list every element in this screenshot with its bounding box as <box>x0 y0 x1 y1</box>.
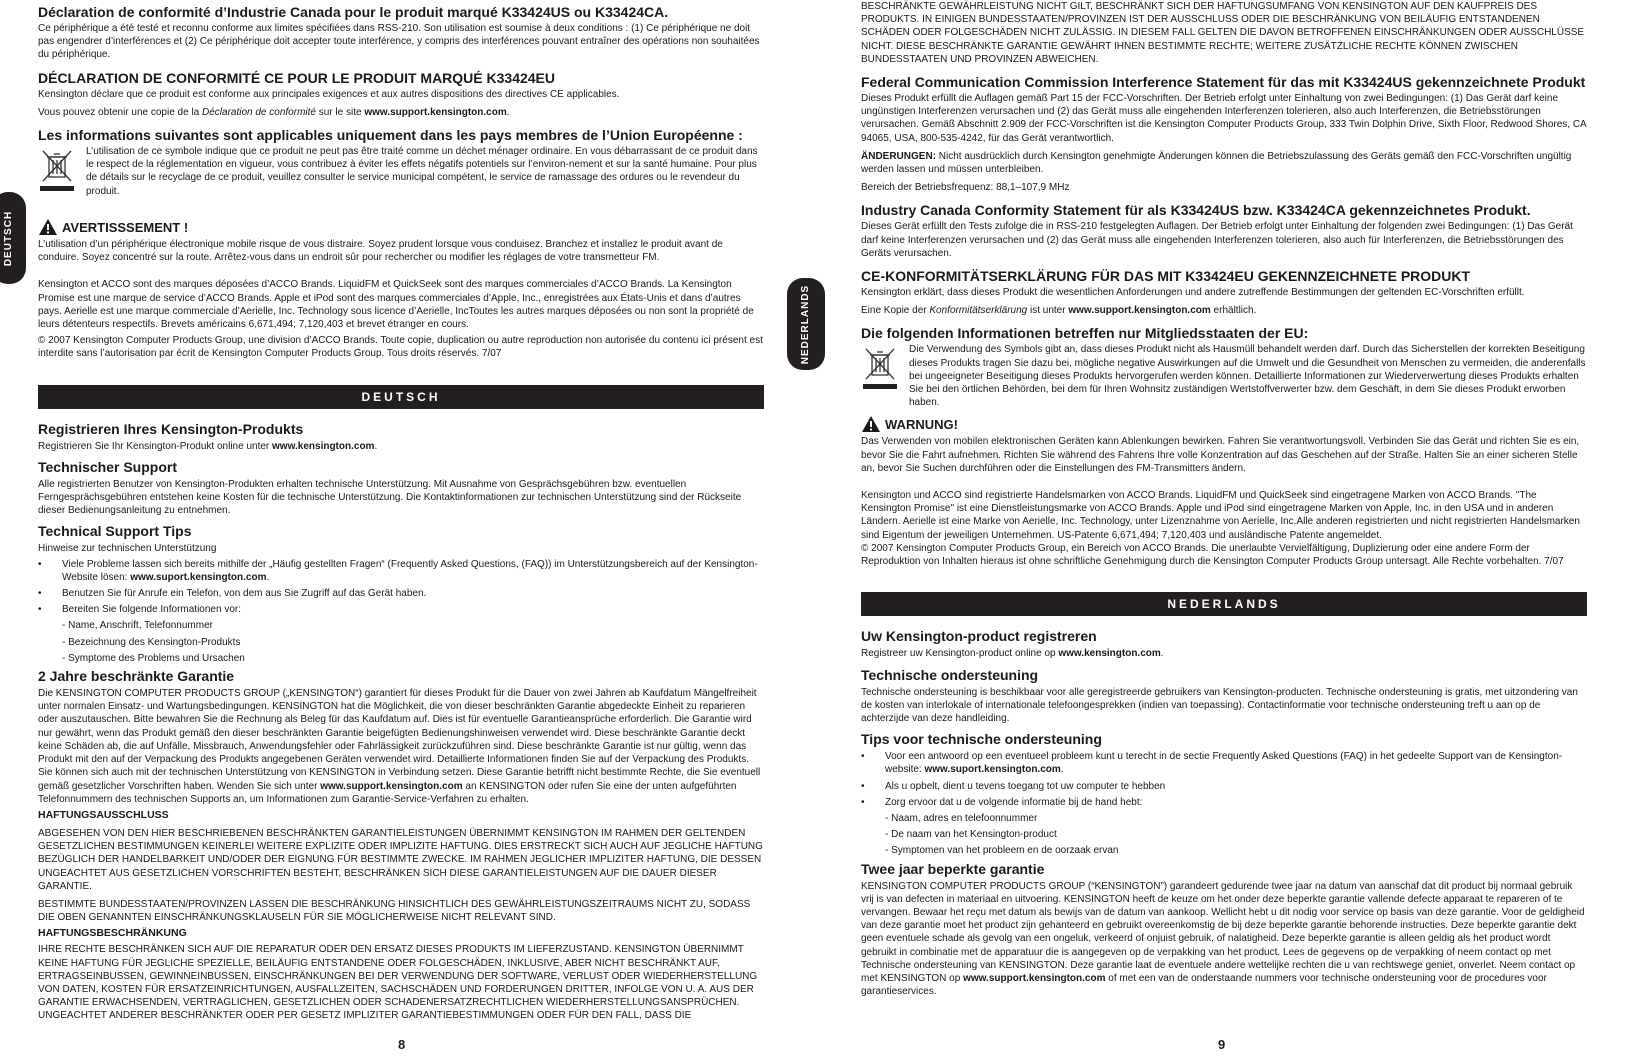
de-copyright: © 2007 Kensington Computer Products Group, ein Bereich von ACCO Brands. Die unerlaubte Vervielfältigung, Duplizierung oder eine andere Form der Reproduktion von Inhalten hieraus ist ohne schriftliche Genehmigung durch die Kensington Computer Products Group untersagt. Alle Rechte vorbehalten. 7/07 <box>861 542 1564 568</box>
section-banner-deutsch: DEUTSCH <box>38 385 764 409</box>
fr-ce-text: Kensington déclare que ce produit est conforme aux principales exigences et aux autres dispositions des directives CE applicables. <box>38 88 620 100</box>
sub-list-item: - Name, Anschrift, Telefonnummer <box>62 620 213 632</box>
nl-support-title: Technische ondersteuning <box>861 666 1039 683</box>
de-weee-block <box>861 343 1587 409</box>
de-tips-title: Technical Support Tips <box>38 523 192 540</box>
de-ic-text: Dieses Gerät erfüllt den Tests zufolge die in RSS-210 festgelegten Auflagen. Der Betrieb erfolgt unter Einhaltung der folgenden zwei Bedingungen: (1) Das Gerät darf keine Interferenzen verursachen und (2) das Gerät muss alle eingehenden Interferenzen tolerieren, also auch für Interferenzen, die Betriebsstörungen des Geräts verursachen. <box>861 221 1573 259</box>
fr-copyright: © 2007 Kensington Computer Products Group, une division d’ACCO Brands. Toute copie, duplication ou autre reproduction non autorisée du contenu ici présent est interdite sans l’autorisation par écrit de Kensington Computer Products Group. Tous droits réservés. 7/07 <box>38 335 763 360</box>
de-warning-heading: WARNUNG! <box>861 415 1587 433</box>
de-limitation-title: HAFTUNGSBESCHRÄNKUNG <box>38 927 187 940</box>
de-warranty-title: 2 Jahre beschränkte Garantie <box>38 668 235 685</box>
fr-eu-title: Les informations suivantes sont applicables uniquement dans les pays membres de l’Union Européenne : <box>38 127 743 144</box>
de-ce-copy: Eine Kopie der Konformitätserklärung ist unter www.support.kensington.com erhältlich. <box>861 305 1257 317</box>
page-number: 8 <box>398 1037 406 1052</box>
nl-tips-list <box>861 750 1587 809</box>
right-column <box>861 0 1587 998</box>
fr-warning-text: L’utilisation d’un périphérique électronique mobile risque de vous distraire. Soyez prudent lorsque vous conduisez. Branchez et installez le produit avant de conduire. Soyez concentré sur la route. Arrêtez-vous dans un endroit sûr pour rechercher ou modifier les réglages de votre transmetteur FM. <box>38 239 723 264</box>
nl-register-title: Uw Kensington-product registreren <box>861 628 1097 645</box>
nl-tips-title: Tips voor technische ondersteuning <box>861 731 1102 748</box>
de-eu-title: Die folgenden Informationen betreffen nur Mitgliedsstaaten der EU: <box>861 325 1309 342</box>
de-tip-link[interactable]: www.suport.kensington.com <box>130 571 267 583</box>
de-tips-list <box>38 558 764 617</box>
de-liability-title: HAFTUNGSAUSSCHLUSS <box>38 808 169 821</box>
nl-register-text: Registreer uw Kensington-product online op www.kensington.com. <box>861 648 1164 660</box>
right-page <box>813 0 1626 1058</box>
de-liability-text1: ABGESEHEN VON DEN HIER BESCHRIEBENEN BESCHRÄNKTEN GARANTIELEISTUNGEN ÜBERNIMMT KENSINGTON IM RAHMEN DER GELTENDEN GESETZLICHEN BESTIMMUNGEN KEINERLEI WEITERE EXPLIZITE ODER IMPLIZITE HAFTUNG. DIES ERSTRECKT SICH AUCH AUF JEGLICHE HAFTUNG BEZÜGLICH DER HANDELBARKEIT UND/ODER DER EIGNUNG FÜR BESTIMMTE ZWECKE. IM RAHMEN JEGLICHER IMPLIZITER HAFTUNG, DIE DESSEN UNGEACHTET AUS GESETZLICHEN VORSCHRIFTEN BESTEHT, BESCHRÄNKEN SICH DIESE GARANTIELEISTUNGEN AUF DIE DAUER DIESER GARANTIE. <box>38 827 763 892</box>
section-banner-nederlands: NEDERLANDS <box>861 592 1587 616</box>
nl-register-link[interactable]: www.kensington.com <box>1058 648 1161 660</box>
page-number: 9 <box>1218 1037 1226 1052</box>
de-register-link[interactable]: www.kensington.com <box>272 440 375 452</box>
crossed-out-bin-icon <box>861 345 899 398</box>
de-trademarks: Kensington und ACCO sind registrierte Handelsmarken von ACCO Brands. LiquidFM und QuickSeek sind eingetragene Marken von ACCO Brands. "The Kensington Promise" ist eine Dienstleistungsmarke von ACCO Brands. Apple und iPod sind eingetragene Marken von Apple, Inc. in den USA und in anderen Ländern. Aerielle ist eine Marke von Aerielle, Inc. Technology, unter Lizenznahme von Aerielle, Inc.Alle anderen registrierten und nicht registrierten Handelsmarken sind Eigentum der jeweiligen Unternehmen. US-Patente 6,671,494; 7,120,403 und ausländische Patente angemeldet. <box>861 490 1580 541</box>
sub-list-item: - Bezeichnung des Kensington-Produkts <box>62 636 241 648</box>
fr-weee-block <box>38 145 764 200</box>
list-item: • Als u opbelt, dient u tevens toegang tot uw computer te hebben <box>861 780 1166 792</box>
de-eu-text: Die Verwendung des Symbols gibt an, dass dieses Produkt nicht als Hausmüll behandelt werden darf. Durch das Sicherstellen der korrekten Beseitigung dieses Produkts tragen Sie dazu bei, mögliche negative Auswirkungen auf die Umwelt und die Gesundheit von Menschen zu vermeiden, die anderenfalls bei ungeeigneter Beseitigung dieses Produkts hervorgerufen werden können. Detaillierte Informationen zur Wiederverwertung dieses Produkts erhalten Sie bei den örtlichen Behörden, bei dem für Ihren Wohnsitz zuständigen Wertstoffverwerter bzw. dem Geschäft, in dem Sie dieses Produkt erworben haben. <box>909 344 1586 409</box>
de-frequency: Bereich der Betriebsfrequenz: 88,1–107,9 MHz <box>861 182 1070 194</box>
side-tab-deutsch: DEUTSCH <box>0 192 26 284</box>
fr-warning-heading: AVERTISSSEMENT ! <box>38 218 764 236</box>
crossed-out-bin-icon <box>38 147 76 200</box>
fr-eu-text: L’utilisation de ce symbole indique que ce produit ne peut pas être traité comme un déchet ménager ordinaire. En vous débarrassant de ce produit dans le respect de la réglementation en vigueur, vous contribuez à éviter les effets négatifs potentiels sur l’environ-nement et sur la santé humaine. Pour plus de détails sur le recyclage de ce produit, veuillez consulter le service municipal compétent, le service de ramassage des ordures ou le revendeur du produit. <box>86 146 758 197</box>
fr-ce-link[interactable]: www.support.kensington.com <box>364 106 507 118</box>
sub-list-item: - De naam van het Kensington-product <box>885 829 1057 841</box>
de-register-title: Registrieren Ihres Kensington-Produkts <box>38 420 304 437</box>
de-warranty-link[interactable]: www.support.kensington.com <box>320 780 463 792</box>
list-item: • Zorg ervoor dat u de volgende informatie bij de hand hebt: <box>861 796 1143 808</box>
nl-warranty-title: Twee jaar beperkte garantie <box>861 860 1045 877</box>
nl-warranty-text: KENSINGTON COMPUTER PRODUCTS GROUP (“KENSINGTON”) garandeert gedurende twee jaar na datum van aanschaf dat dit product bij normaal gebruik vrij is van defecten in materiaal en uitvoering. KENSINGTON heeft de keuze om het onder deze beperkte garantie vallende defecte apparaat te repareren of te vervangen. Bewaar het reçu met datum als bewijs van de datum van aankoop. Wellicht hebt u dit nodig voor service op basis van deze garantie. Voor de geldigheid van deze garantie moet het product zijn gehanteerd en gebruikt overeenkomstig de bij deze beperkte garantie behorende instructies. Deze beperkte garantie dekt geen eventuele schade als gevolg van een ongeluk, verkeerd of onjuist gebruik, of nalatigheid. Deze beperkte garantie is alleen geldig als het product wordt gebruikt in combinatie met de apparatuur die is aangegeven op de verpakking van het product. Lees de gegevens op de verpakking of neem contact op met Technische ondersteuning van KENSINGTON. Deze garantie laat de eventuele andere wettelijke rechten die u van rechtswege geniet, onverlet. Neem contact op met KENSINGTON op www.support.kensington.com of met een van de onderstaande nummers voor technische ondersteuning voor de procedures voor garantieservices. <box>861 880 1585 998</box>
de-fcc-title: Federal Communication Commission Interference Statement für das mit K33424US gekennzeichnete Produkt <box>861 74 1586 91</box>
list-item: • Voor een antwoord op een eventueel probleem kunt u terecht in de sectie Frequently Asked Questions (FAQ) in het gedeelte Support van de Kensington-website: www.suport.kensington.com. <box>861 751 1563 776</box>
de-changes-text: ÄNDERUNGEN: Nicht ausdrücklich durch Kensington genehmigte Änderungen können die Betriebszulassung des Geräts gemäß den FCC-Vorschriften ungültig werden lassen und müssen unterbleiben. <box>861 150 1572 176</box>
fr-ce-title: DÉCLARATION DE CONFORMITÉ CE POUR LE PRODUIT MARQUÉ K33424EU <box>38 69 556 86</box>
fr-ic-title: Déclaration de conformité d’Industrie Canada pour le produit marqué K33424US ou K33424CA. <box>38 4 669 20</box>
nl-support-text: Technische ondersteuning is beschikbaar voor alle geregistreerde gebruikers van Kensington-producten. Technische ondersteuning is gratis, met uitzondering van de kosten van interlokale of internationale telefoongesprekken (indien van toepassing). Contactinformatie voor technische ondersteuning treft u aan op de achterzijde van deze handleiding. <box>861 686 1578 724</box>
list-item: • Bereiten Sie folgende Informationen vor: <box>38 604 241 616</box>
de-warranty-text: Die KENSINGTON COMPUTER PRODUCTS GROUP („KENSINGTON“) garantiert für dieses Produkt für die Dauer von zwei Jahren ab Kaufdatum Mängelfreiheit unter normalen Einsatz- und Wartungsbedingungen. KENSINGTON hat die Möglichkeit, die von dieser beschränkten Garantie abgedeckte Einheit zu reparieren oder auszutauschen. Bitte bewahren Sie die Rechnung als Beleg für das Kaufdatum auf. Dies ist für eventuelle Garantieansprüche erforderlich. Die Garantie wird nur gewährt, wenn das Produkt gemäß den dieser beschränkten Garantie beigefügten Bedienungshinweisen verwendet wird. Diese beschränkte Garantie deckt keine Schäden ab, die auf Unfälle, Missbrauch, Anwendungsfehler oder Fahrlässigkeit zurückzuführen sind. Diese beschränkte Garantie ist nur gültig, wenn das Produkt mit den auf der Verpackung des Produkts angegebenen Geräten verwendet wird. Detaillierte Informationen finden Sie auf der Verpackung des Produkts. Sie können sich auch mit der technischen Unterstützung von KENSINGTON in Verbindung setzen. Diese Garantie betrifft nicht bestimmte Rechte, die Sie eventuell gemäß gesetzlicher Vorschriften haben. Wenden Sie sich unter www.support.kensington.com an KENSINGTON oder rufen Sie eine der unten aufgeführten Telefonnummern des technischen Supports an, um Informationen zum Garantie-Service-Verfahren zu erhalten. <box>38 688 761 805</box>
sub-list-item: - Naam, adres en telefoonnummer <box>885 812 1038 824</box>
de-continued-text: BESCHRÄNKTE GEWÄHRLEISTUNG NICHT GILT, BESCHRÄNKT SICH DER HAFTUNGSUMFANG VON KENSINGTON AUF DEN KAUFPREIS DES PRODUKTS. IN EINIGEN BUNDESSTAATEN/PROVINZEN IST DER AUSSCHLUSS ODER DIE BESCHRÄNKUNG VON BEILÄUFIG ENTSTANDENEN SCHÄDEN ODER FOLGESCHÄDEN NICHT ZULÄSSIG. IN DIESEM FALL GELTEN DIE DAVON BETROFFENEN EINSCHRÄNKUNGEN ODER AUSSCHLÜSSE NICHT. DIESE BESCHRÄNKTE GARANTIE GEWÄHRT IHNEN BESTIMMTE RECHTE; WEITERE ZUSÄTZLICHE RECHTE KÖNNEN ZWISCHEN BUNDESSTAATEN UND PROVINZEN ABWEICHEN. <box>861 1 1585 65</box>
nl-tip-link[interactable]: www.suport.kensington.com <box>924 764 1061 776</box>
de-register-text: Registrieren Sie Ihr Kensington-Produkt online unter www.kensington.com. <box>38 440 378 452</box>
sub-list-item: - Symptome des Problems und Ursachen <box>62 652 245 664</box>
side-tab-nederlands: NEDERLANDS <box>787 278 825 370</box>
de-ce-title: CE-KONFORMITÄTSERKLÄRUNG FÜR DAS MIT K33424EU GEKENNZEICHNETE PRODUKT <box>861 268 1471 285</box>
left-column <box>38 0 764 1023</box>
left-page <box>0 0 812 1058</box>
warning-triangle-icon <box>38 218 58 236</box>
list-item: • Benutzen Sie für Anrufe ein Telefon, von dem aus Sie Zugriff auf das Gerät haben. <box>38 588 427 600</box>
de-support-title: Technischer Support <box>38 458 177 475</box>
de-fcc-text: Dieses Produkt erfüllt die Auflagen gemäß Part 15 der FCC-Vorschriften. Der Betrieb erfolgt unter Einhaltung von zwei Bedingungen: (1) Das Gerät darf keine ungünstigen Interferenzen verursachen und (2) das Gerät muss alle eingehenden Interferenzen tolerieren, also auch Interferenzen, die Betriebsstörungen verursachen. Gemäß Abschnitt 2.909 der FCC-Vorschriften ist die Kensington Computer Products Group, 333 Twin Dolphin Drive, Sixth Floor, Redwood Shores, CA 94065, USA, 800-535-4242, für das Gerät verantwortlich. <box>861 93 1587 144</box>
fr-trademarks: Kensington et ACCO sont des marques déposées d’ACCO Brands. LiquidFM et QuickSeek sont des marques commerciales d’ACCO Brands. La Kensington Promise est une marque de service d’ACCO Brands. Apple et iPod sont des marques commerciales d’Apple, Inc., enregistrées aux États-Unis et dans d’autres pays. Aerielle est une marque commerciale d’Aerielle, Inc. Technology sous licence d’Aerielle, IncToutes les autres marques déposées ou non sont la propriété de leurs détenteurs respectifs. Brevets américains 6,671,494; 7,120,403 et brevet étranger en cours. <box>38 279 754 331</box>
de-limitation-text: IHRE RECHTE BESCHRÄNKEN SICH AUF DIE REPARATUR ODER DEN ERSATZ DIESES PRODUKTS IM LIEFERZUSTAND. KENSINGTON ÜBERNIMMT KEINE HAFTUNG FÜR JEGLICHE SPEZIELLE, BEILÄUFIG ENTSTANDENE ODER FOLGESCHÄDEN, INKLUSIVE, ABER NICHT BESCHRÄNKT AUF, ERTRAGSEINBUSSEN, GEWINNEINBUSSEN, EINSCHRÄNKUNGEN BEI DER VERWENDUNG DER SOFTWARE, VERLUST ODER WIEDERHERSTELLUNG VON DATEN, KOSTEN FÜR ERSATZEINRICHTUNGEN, AUSFALLZEITEN, SACHSCHÄDEN UND FORDERUNGEN DRITTER, INFOLGE VON U. A. AUS DER GARANTIE ERWACHSENDEN, VERTRAGLICHEN, GESETZLICHEN ODER SCHADENERSATZRECHTLICHEN WIEDERHERSTELLUNGSANSPRÜCHEN. UNGEACHTET ANDERER BESCHRÄNKTER ODER PER GESETZ IMPLIZITER GARANTIEBESTIMMUNGEN ODER FÜR DEN FALL, DASS DIE <box>38 944 758 1022</box>
fr-ce-copy: Vous pouvez obtenir une copie de la Déclaration de conformité sur le site www.support.kensington.com. <box>38 106 510 118</box>
warning-triangle-icon <box>861 415 881 433</box>
de-ce-text: Kensington erklärt, dass dieses Produkt die wesentlichen Anforderungen und andere zutreffende Bestimmungen der geltenden EC-Vorschriften erfüllt. <box>861 287 1525 299</box>
list-item: • Viele Probleme lassen sich bereits mithilfe der „Häufig gestellten Fragen“ (Frequently Asked Questions, (FAQ)) im Unterstützungsbereich auf der Kensington-Website lösen: www.suport.kensington.com. <box>38 558 758 583</box>
de-ce-link[interactable]: www.support.kensington.com <box>1068 305 1211 317</box>
de-warning-text: Das Verwenden von mobilen elektronischen Geräten kann Ablenkungen bewirken. Fahren Sie verantwortungsvoll. Verbinden Sie das Gerät und richten Sie es ein, bevor Sie die Fahrt aufnehmen. Richten Sie während des Fahrens Ihre volle Konzentration auf das Geschehen auf der Straße. Halten Sie an einer sicheren Stelle an, bevor Sie Suchen durchführen oder die Einstellungen des FM-Transmitters ändern. <box>861 436 1580 474</box>
nl-warranty-link[interactable]: www.support.kensington.com <box>963 972 1106 984</box>
fr-ic-text: Ce périphérique a été testé et reconnu conforme aux limites spécifiées dans RSS-210. Son utilisation est soumise à deux conditions : (1) Ce périphérique ne doit pas engendrer d’interférences et (2) Ce périphérique doit accepter toute interférence, y compris des interférences pouvant entraîner des opérations non souhaitées du périphérique. <box>38 23 760 61</box>
de-liability-text2: BESTIMMTE BUNDESSTAATEN/PROVINZEN LASSEN DIE BESCHRÄNKUNG HINSICHTLICH DES GEWÄHRLEISTUNGSZEITRAUMS NICHT ZU, SODASS DIE OBEN GENANNTEN EINSCHRÄNKUNGSKLAUSELN FÜR SIE MÖGLICHERWEISE NICHT RELEVANT SIND. <box>38 898 751 924</box>
de-tips-intro: Hinweise zur technischen Unterstützung <box>38 543 217 555</box>
sub-list-item: - Symptomen van het probleem en de oorzaak ervan <box>885 845 1119 857</box>
de-ic-title: Industry Canada Conformity Statement für als K33424US bzw. K33424CA gekennzeichnetes Produkt. <box>861 202 1531 219</box>
de-support-text: Alle registrierten Benutzer von Kensington-Produkten erhalten technische Unterstützung. Mit Ausnahme von Gesprächsgebühren bzw. eventuellen Ferngesprächsgebühren entstehen keine Kosten für die technische Unterstützung. Die Kontaktinformationen zur technischen Unterstützung sind der Rückseite dieser Bedienungsanleitung zu entnehmen. <box>38 478 742 517</box>
